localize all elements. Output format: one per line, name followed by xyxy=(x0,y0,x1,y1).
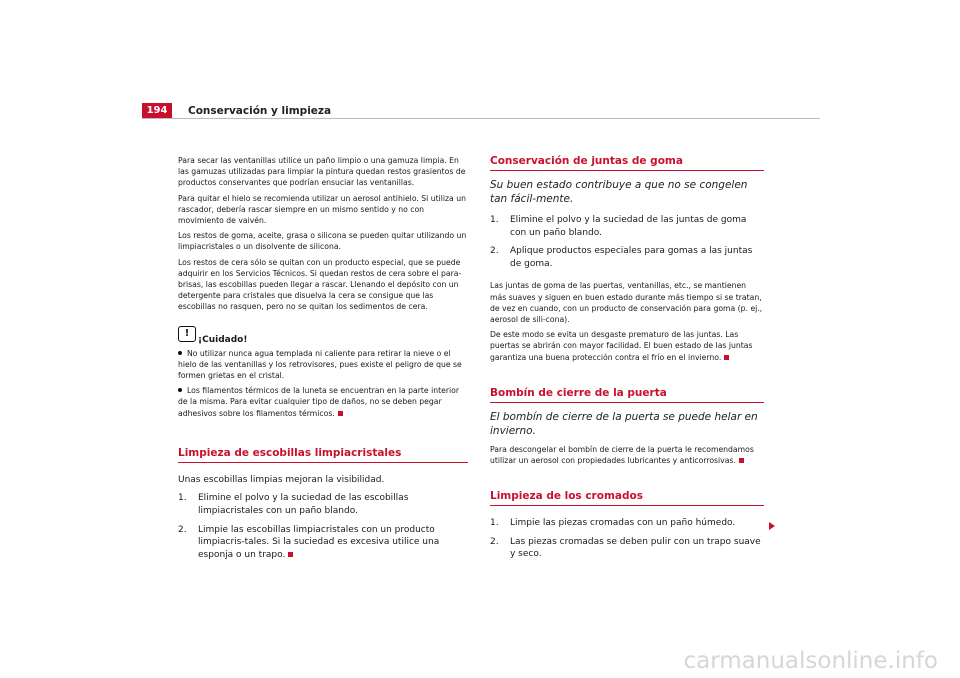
caution-title: ¡Cuidado! xyxy=(198,334,248,345)
caution-bullet: Los filamentos térmicos de la luneta se encuentran en la parte interior de la misma. Para evitar cualquier tipo de daños, no se deben pegar adhesivos sobre los filamentos térmicos. xyxy=(178,386,460,418)
bullet-icon xyxy=(178,388,182,392)
paragraph: Para quitar el hielo se recomienda utilizar un aerosol antihielo. Si utiliza un rascador, debería rascar siempre en un mismo sentido y no con movimiento de vaivén. xyxy=(178,193,466,226)
page-header xyxy=(142,103,331,118)
list-item: 1. Limpie las piezas cromadas con un paño húmedo. xyxy=(490,518,736,529)
page-number: 194 xyxy=(142,103,172,118)
section-subtitle: Su buen estado contribuye a que no se congelen tan fácil-mente. xyxy=(490,179,748,205)
section-intro: Unas escobillas limpias mejoran la visibilidad. xyxy=(178,474,385,485)
bullet-icon xyxy=(178,351,182,355)
next-page-arrow-icon xyxy=(769,522,775,530)
section-heading: Bombín de cierre de la puerta xyxy=(490,387,764,403)
end-mark-icon xyxy=(288,552,293,557)
caution-bullet: No utilizar nunca agua templada ni caliente para retirar la nieve o el hielo de las ventanillas y los retrovisores, pues existe el peligro de que se formen grietas en el cristal. xyxy=(178,348,462,381)
left-column xyxy=(178,155,468,561)
end-mark-icon xyxy=(739,458,744,463)
watermark: carmanualsonline.info xyxy=(683,648,938,674)
paragraph: Los restos de cera sólo se quitan con un producto especial, que se puede adquirir en los Servicios Técnicos. Si quedan restos de cera sobre el para-brisas, las escobillas pueden llegar a rascar. Llenando el depósito con un detergente para cristales que disuelva la cera se consigue que las escobillas no rasquen, pero no se quitan los sedimentos de cera. xyxy=(178,257,462,312)
section-heading: Conservación de juntas de goma xyxy=(490,155,764,171)
paragraph: Los restos de goma, aceite, grasa o silicona se pueden quitar utilizando un limpiacristales o un disolvente de silicona. xyxy=(178,231,467,252)
warning-icon: ! xyxy=(178,326,196,342)
paragraph: Para secar las ventanillas utilice un paño limpio o una gamuza limpia. En las gamuzas utilizadas para limpiar la pintura quedan restos grasientos de productos conservantes que podrían ensuciar las ventanillas. xyxy=(178,156,466,188)
paragraph: Las juntas de goma de las puertas, ventanillas, etc., se mantienen más suaves y siguen en buen estado durante más tiempo si se tratan, de vez en cuando, con un producto de conservación para goma (p. ej., aerosol de sili-cona). xyxy=(490,281,763,324)
paragraph: De este modo se evita un desgaste prematuro de las juntas. Las puertas se abrirán con mayor facilidad. El buen estado de las juntas garantiza una buena protección contra el frío en el invierno. xyxy=(490,330,753,362)
end-mark-icon xyxy=(724,355,729,360)
list-item: 1. Elimine el polvo y la suciedad de las escobillas limpiacristales con un paño blando. xyxy=(178,493,409,517)
chapter-title: Conservación y limpieza xyxy=(188,104,332,117)
list-item: 1. Elimine el polvo y la suciedad de las juntas de goma con un paño blando. xyxy=(490,215,747,238)
paragraph: Para descongelar el bombín de cierre de la puerta le recomendamos utilizar un aerosol con propiedades lubricantes y anticorrosivas. xyxy=(490,444,754,465)
list-item: 2. Las piezas cromadas se deben pulir con un trapo suave y seco. xyxy=(490,536,761,560)
section-subtitle: El bombín de cierre de la puerta se puede helar en invierno. xyxy=(490,410,758,437)
list-item: 2. Aplique productos especiales para gomas a las juntas de goma. xyxy=(490,246,753,269)
caution-box xyxy=(178,327,468,345)
end-mark-icon xyxy=(338,411,343,416)
right-column xyxy=(490,155,764,561)
section-heading: Limpieza de los cromados xyxy=(490,490,764,506)
list-item: 2. Limpie las escobillas limpiacristales con un producto limpiacris-tales. Si la suciedad es excesiva utilice una esponja o un trapo. xyxy=(178,524,440,560)
header-rule xyxy=(142,118,820,119)
section-heading: Limpieza de escobillas limpiacristales xyxy=(178,447,468,463)
